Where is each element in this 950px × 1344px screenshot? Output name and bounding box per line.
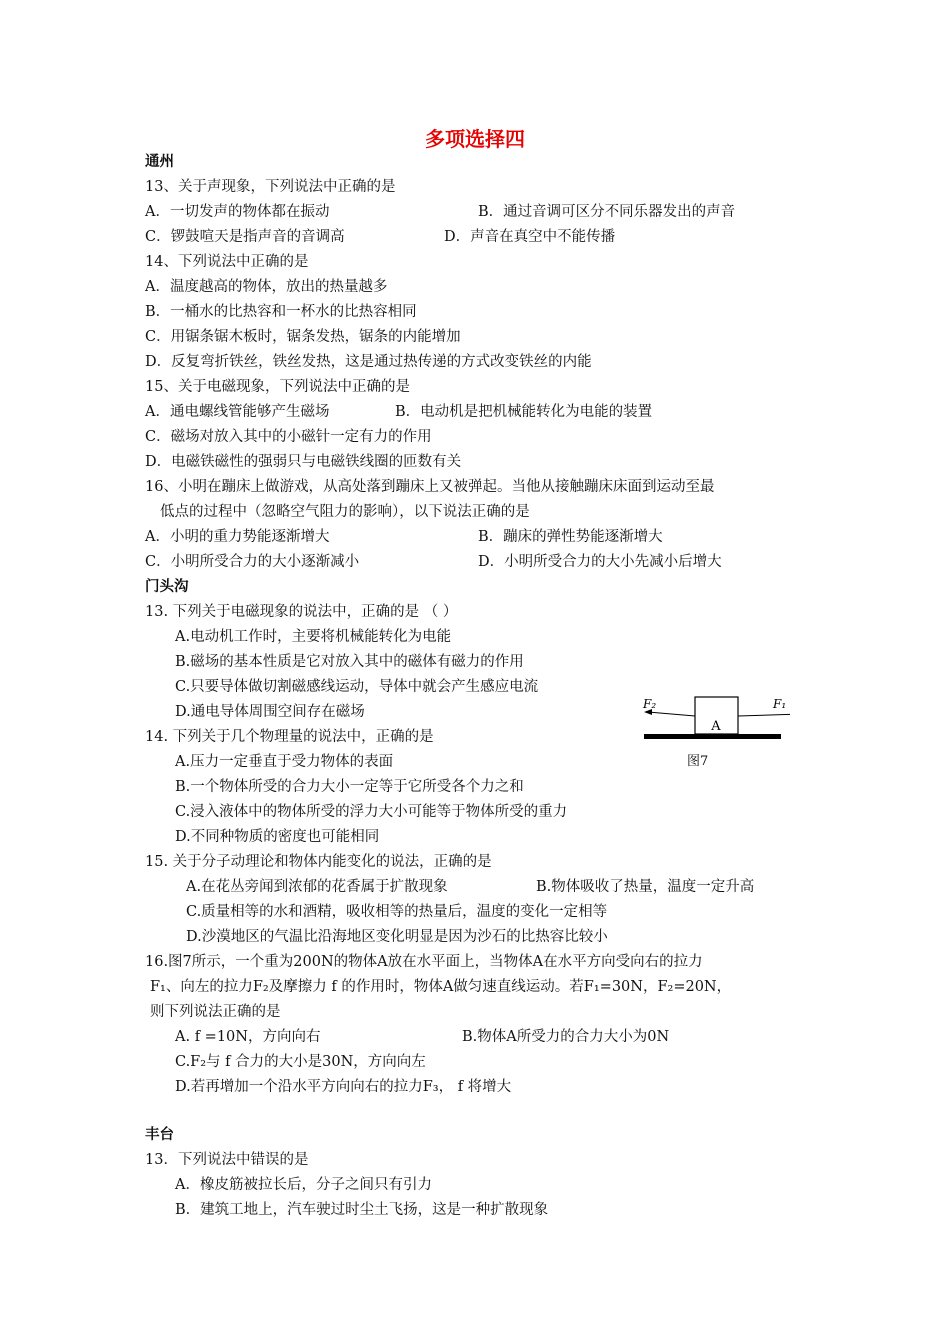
option-c: C.质量相等的水和酒精，吸收相等的热量后，温度的变化一定相等 bbox=[186, 904, 608, 920]
option-a: A．一切发声的物体都在振动 bbox=[145, 204, 330, 220]
ground-surface bbox=[644, 734, 781, 739]
force-label-f1: F₁ bbox=[773, 697, 787, 711]
option-b: B．通过音调可区分不同乐器发出的声音 bbox=[478, 204, 736, 220]
option-b: B.物体吸收了热量，温度一定升高 bbox=[536, 879, 755, 895]
question-stem-continued: 则下列说法正确的是 bbox=[150, 1004, 281, 1020]
option-c: C．锣鼓喧天是指声音的音调高 bbox=[145, 229, 345, 245]
option-b: B.物体A所受力的合力大小为0N bbox=[462, 1029, 670, 1045]
option-a: A.电动机工作时，主要将机械能转化为电能 bbox=[175, 629, 452, 645]
option-c: C．用锯条锯木板时，锯条发热，锯条的内能增加 bbox=[145, 329, 461, 345]
section-heading-mentougou: 门头沟 bbox=[145, 579, 189, 595]
option-a: A.在花丛旁闻到浓郁的花香属于扩散现象 bbox=[186, 879, 448, 895]
option-d: D．小明所受合力的大小先减小后增大 bbox=[478, 554, 722, 570]
question-stem: 13．下列说法中错误的是 bbox=[145, 1152, 309, 1168]
option-d: D．声音在真空中不能传播 bbox=[444, 229, 616, 245]
option-b: B．蹦床的弹性势能逐渐增大 bbox=[478, 529, 663, 545]
force-diagram bbox=[640, 690, 790, 750]
option-b: B．一桶水的比热容和一杯水的比热容相同 bbox=[145, 304, 417, 320]
option-d: D.通电导体周围空间存在磁场 bbox=[175, 704, 365, 720]
option-c: C．磁场对放入其中的小磁针一定有力的作用 bbox=[145, 429, 432, 445]
block-label: A bbox=[711, 719, 721, 734]
option-d: D．反复弯折铁丝，铁丝发热，这是通过热传递的方式改变铁丝的内能 bbox=[145, 354, 592, 370]
page-title: 多项选择四 bbox=[425, 127, 525, 151]
option-a: A.压力一定垂直于受力物体的表面 bbox=[175, 754, 394, 770]
figure-7 bbox=[640, 690, 790, 770]
question-stem: 16、小明在蹦床上做游戏，从高处落到蹦床上又被弹起。当他从接触蹦床床面到运动至最 bbox=[145, 479, 715, 495]
question-stem: 13、关于声现象，下列说法中正确的是 bbox=[145, 179, 396, 195]
option-c: C.浸入液体中的物体所受的浮力大小可能等于物体所受的重力 bbox=[175, 804, 568, 820]
option-d: D.沙漠地区的气温比沿海地区变化明显是因为沙石的比热容比较小 bbox=[186, 929, 608, 945]
figure-caption: 图7 bbox=[687, 754, 709, 769]
question-stem: 15、关于电磁现象，下列说法中正确的是 bbox=[145, 379, 410, 395]
question-stem-continued: F₁、向左的拉力F₂及摩擦力 f 的作用时，物体A做匀速直线运动。若F₁=30N，F₂=20N， bbox=[150, 979, 732, 995]
option-d: D.不同种物质的密度也可能相同 bbox=[175, 829, 380, 845]
question-stem: 13. 下列关于电磁现象的说法中，正确的是 （ ） bbox=[145, 604, 458, 620]
option-a: A. f =10N，方向向右 bbox=[175, 1029, 321, 1045]
section-heading-fengtai: 丰台 bbox=[145, 1127, 174, 1143]
force-label-f2: F₂ bbox=[643, 697, 657, 711]
option-a: A．温度越高的物体，放出的热量越多 bbox=[145, 279, 388, 295]
section-heading-tongzhou: 通州 bbox=[145, 154, 174, 170]
option-c: C.只要导体做切割磁感线运动，导体中就会产生感应电流 bbox=[175, 679, 539, 695]
option-d: D．电磁铁磁性的强弱只与电磁铁线圈的匝数有关 bbox=[145, 454, 462, 470]
option-b: B.磁场的基本性质是它对放入其中的磁体有磁力的作用 bbox=[175, 654, 524, 670]
option-a: A．小明的重力势能逐渐增大 bbox=[145, 529, 330, 545]
option-d: D.若再增加一个沿水平方向向右的拉力F₃， f 将增大 bbox=[175, 1079, 512, 1095]
question-stem-continued: 低点的过程中（忽略空气阻力的影响），以下说法正确的是 bbox=[160, 504, 530, 520]
option-b: B．电动机是把机械能转化为电能的装置 bbox=[395, 404, 653, 420]
option-c: C．小明所受合力的大小逐渐减小 bbox=[145, 554, 360, 570]
option-c: C.F₂与 f 合力的大小是30N，方向向左 bbox=[175, 1054, 426, 1070]
question-stem: 16.图7所示，一个重为200N的物体A放在水平面上，当物体A在水平方向受向右的拉力 bbox=[145, 954, 703, 970]
question-stem: 14. 下列关于几个物理量的说法中，正确的是 bbox=[145, 729, 434, 745]
option-a: A．通电螺线管能够产生磁场 bbox=[145, 404, 330, 420]
question-stem: 15. 关于分子动理论和物体内能变化的说法，正确的是 bbox=[145, 854, 492, 870]
option-b: B.一个物体所受的合力大小一定等于它所受各个力之和 bbox=[175, 779, 524, 795]
option-a: A．橡皮筋被拉长后，分子之间只有引力 bbox=[175, 1177, 432, 1193]
question-stem: 14、下列说法中正确的是 bbox=[145, 254, 309, 270]
option-b: B．建筑工地上，汽车驶过时尘土飞扬，这是一种扩散现象 bbox=[175, 1202, 549, 1218]
